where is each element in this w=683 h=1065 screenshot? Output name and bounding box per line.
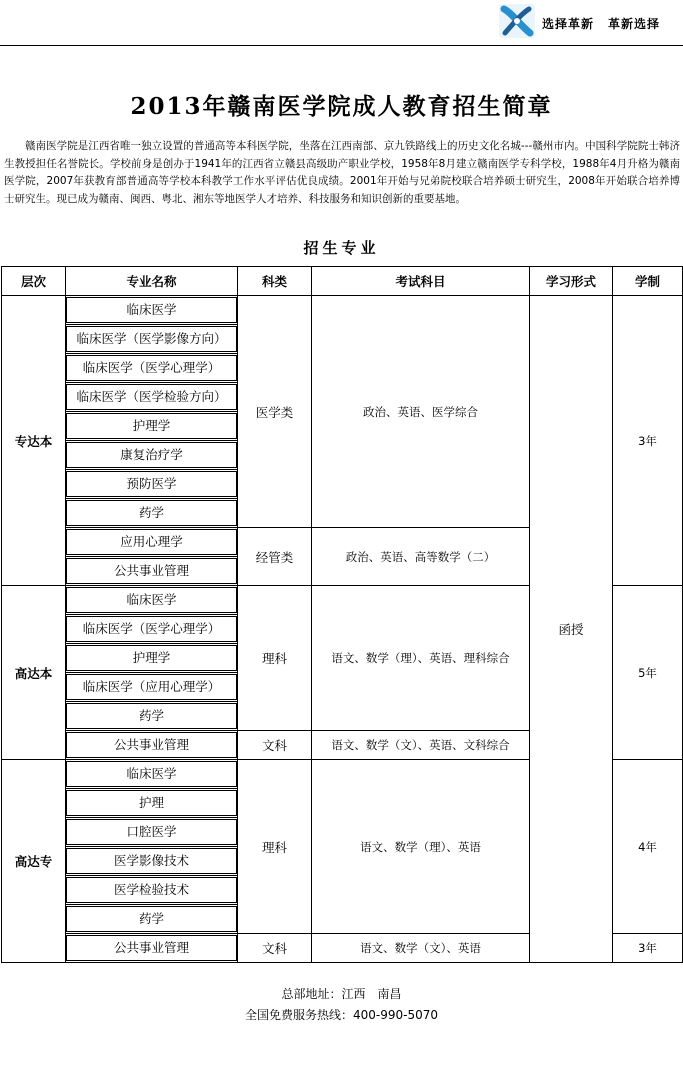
- major-name: 护理学: [66, 413, 237, 439]
- major-cell: [66, 847, 238, 876]
- header-duration: 学制: [613, 267, 683, 296]
- subjects-cell: 语文、数学（理）、英语、理科综合: [312, 586, 530, 731]
- major-cell: [66, 528, 238, 557]
- majors-table: [1, 266, 683, 963]
- section-title: 招生专业: [303, 239, 380, 257]
- major-name: 公共事业管理: [66, 732, 237, 758]
- level-cell: 高达专: [2, 760, 66, 963]
- major-cell: [66, 441, 238, 470]
- major-cell: [66, 615, 238, 644]
- major-cell: [66, 557, 238, 586]
- major-cell: [66, 383, 238, 412]
- major-name: 临床医学: [66, 761, 237, 787]
- footer-address: 总部地址：江西 南昌: [281, 987, 402, 1001]
- slogan-right: 革新选择: [608, 17, 661, 31]
- header-level: 层次: [2, 267, 66, 296]
- footer-hotline: 全国免费服务热线：400-990-5070: [244, 1008, 438, 1022]
- major-cell: [66, 586, 238, 615]
- major-name: 临床医学（医学影像方向）: [66, 326, 237, 352]
- logo-icon: [498, 3, 536, 39]
- major-name: 药学: [66, 500, 237, 526]
- level-cell: 高达本: [2, 586, 66, 760]
- major-name: 公共事业管理: [66, 558, 237, 584]
- subjects-cell: 语文、数学（理）、英语: [312, 760, 530, 934]
- table-header-row: [2, 267, 683, 296]
- major-cell: [66, 934, 238, 963]
- major-name: 临床医学（医学心理学）: [66, 616, 237, 642]
- major-cell: [66, 673, 238, 702]
- major-name: 药学: [66, 703, 237, 729]
- slogan-left: 选择革新: [542, 17, 595, 31]
- major-name: 护理: [66, 790, 237, 816]
- table-row: [2, 296, 683, 325]
- subjects-cell: 语文、数学（文）、英语: [312, 934, 530, 963]
- header-divider: [0, 45, 683, 46]
- header-study-mode: 学习形式: [530, 267, 613, 296]
- header-category: 科类: [238, 267, 312, 296]
- major-cell: [66, 644, 238, 673]
- major-name: 医学检验技术: [66, 877, 237, 903]
- major-name: 临床医学（应用心理学）: [66, 674, 237, 700]
- major-cell: [66, 470, 238, 499]
- major-name: 临床医学: [66, 297, 237, 323]
- study-mode-cell: 函授: [530, 296, 613, 963]
- page-footer: [0, 984, 683, 1026]
- duration-cell: 5年: [613, 586, 683, 760]
- duration-cell: 4年: [613, 760, 683, 934]
- major-cell: [66, 296, 238, 325]
- major-cell: [66, 818, 238, 847]
- major-cell: [66, 325, 238, 354]
- category-cell: 医学类: [238, 296, 312, 528]
- page-title: 2013年赣南医学院成人教育招生简章: [130, 93, 553, 120]
- major-cell: [66, 789, 238, 818]
- category-cell: 理科: [238, 586, 312, 731]
- major-name: 预防医学: [66, 471, 237, 497]
- duration-cell: 3年: [613, 934, 683, 963]
- major-name: 临床医学（医学检验方向）: [66, 384, 237, 410]
- major-cell: [66, 702, 238, 731]
- category-cell: 经管类: [238, 528, 312, 586]
- major-name: 临床医学（医学心理学）: [66, 355, 237, 381]
- header-major: 专业名称: [66, 267, 238, 296]
- major-name: 药学: [66, 906, 237, 932]
- subjects-cell: 政治、英语、医学综合: [312, 296, 530, 528]
- header-slogan: [542, 15, 660, 32]
- major-name: 医学影像技术: [66, 848, 237, 874]
- major-cell: [66, 731, 238, 760]
- major-cell: [66, 876, 238, 905]
- category-cell: 文科: [238, 934, 312, 963]
- intro-paragraph: 赣南医学院是江西省唯一独立设置的普通高等本科医学院，坐落在江西南部、京九铁路线上的历史文化名城---赣州市内。中国科学院院士韩济生教授担任名誉院长。学校前身是创办于1941年的江西省立赣县高级助产职业学校，1958年8月建立赣南医学专科学校，1988年4月升格为赣南医学院，2007年获教育部普通高等学校本科教学工作水平评估优良成绩。2001年开始与兄弟院校联合培养硕士研究生，2008年开始联合培养博士研究生。现已成为赣南、闽西、粤北、湘东等地医学人才培养、科技服务和知识创新的重要基地。: [4, 140, 680, 205]
- major-name: 公共事业管理: [66, 935, 237, 961]
- major-name: 临床医学: [66, 587, 237, 613]
- major-cell: [66, 760, 238, 789]
- category-cell: 文科: [238, 731, 312, 760]
- header-subjects: 考试科目: [312, 267, 530, 296]
- subjects-cell: 语文、数学（文）、英语、文科综合: [312, 731, 530, 760]
- major-cell: [66, 905, 238, 934]
- major-cell: [66, 499, 238, 528]
- major-name: 应用心理学: [66, 529, 237, 555]
- major-name: 口腔医学: [66, 819, 237, 845]
- page-header: [0, 0, 683, 46]
- major-cell: [66, 412, 238, 441]
- category-cell: 理科: [238, 760, 312, 934]
- major-name: 护理学: [66, 645, 237, 671]
- major-cell: [66, 354, 238, 383]
- duration-cell: 3年: [613, 296, 683, 586]
- major-name: 康复治疗学: [66, 442, 237, 468]
- level-cell: 专达本: [2, 296, 66, 586]
- subjects-cell: 政治、英语、高等数学（二）: [312, 528, 530, 586]
